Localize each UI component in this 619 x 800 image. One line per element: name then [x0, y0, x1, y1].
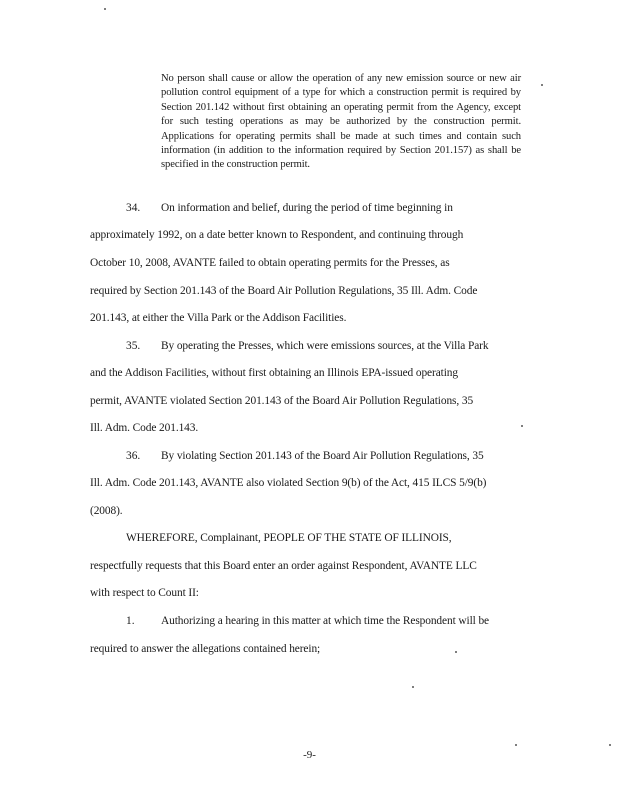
- relief-item-1-line-1: Authorizing a hearing in this matter at which time the Respondent will be: [161, 615, 490, 627]
- relief-item-1-line-2: required to answer the allegations contained herein;: [90, 643, 321, 655]
- paragraph-35-line-1: By operating the Presses, which were emissions sources, at the Villa Park: [161, 340, 489, 352]
- paragraph-34-line-5: 201.143, at either the Villa Park or the Addison Facilities.: [90, 312, 347, 324]
- paragraph-34-line-2: approximately 1992, on a date better known to Respondent, and continuing through: [90, 229, 464, 241]
- paragraph-34-line-1: On information and belief, during the period of time beginning in: [161, 202, 453, 214]
- paragraph-36-line-2: Ill. Adm. Code 201.143, AVANTE also violated Section 9(b) of the Act, 415 ILCS 5/9(b): [90, 477, 487, 489]
- scan-speck: [541, 84, 543, 86]
- paragraph-34-number: 34.: [126, 202, 141, 214]
- paragraph-36-number: 36.: [126, 450, 141, 462]
- scan-speck: [455, 651, 457, 653]
- paragraph-35-line-3: permit, AVANTE violated Section 201.143 of the Board Air Pollution Regulations, 35: [90, 395, 474, 407]
- paragraph-35-number: 35.: [126, 340, 141, 352]
- relief-item-1-number: 1.: [126, 615, 135, 627]
- scan-speck: [104, 8, 106, 10]
- wherefore-line-3: with respect to Count II:: [90, 587, 199, 599]
- quoted-regulation: No person shall cause or allow the operation of any new emission source or new air pollution control equipment of a type for which a construction permit is required by Section 201.142 without first obtaining an operating permit from the Agency, except for such testing operations as may be authorized by the construction permit. Applications for operating permits shall be made at such times and contain such information (in addition to the information required by Section 201.157) as shall be specified in the construction permit.: [161, 73, 521, 171]
- scan-speck: [412, 686, 414, 688]
- wherefore-line-1: WHEREFORE, Complainant, PEOPLE OF THE STATE OF ILLINOIS,: [126, 532, 452, 544]
- wherefore-line-2: respectfully requests that this Board enter an order against Respondent, AVANTE LLC: [90, 560, 477, 572]
- scan-speck: [609, 744, 611, 746]
- paragraph-35-line-4: Ill. Adm. Code 201.143.: [90, 422, 199, 434]
- paragraph-36-line-1: By violating Section 201.143 of the Board Air Pollution Regulations, 35: [161, 450, 484, 462]
- page-number: -9-: [303, 749, 316, 761]
- scan-speck: [521, 425, 523, 427]
- paragraph-34-line-4: required by Section 201.143 of the Board Air Pollution Regulations, 35 Ill. Adm. Code: [90, 285, 478, 297]
- scan-speck: [515, 744, 517, 746]
- paragraph-34-line-3: October 10, 2008, AVANTE failed to obtain operating permits for the Presses, as: [90, 257, 450, 269]
- paragraph-35-line-2: and the Addison Facilities, without first obtaining an Illinois EPA-issued operating: [90, 367, 458, 379]
- paragraph-36-line-3: (2008).: [90, 505, 123, 517]
